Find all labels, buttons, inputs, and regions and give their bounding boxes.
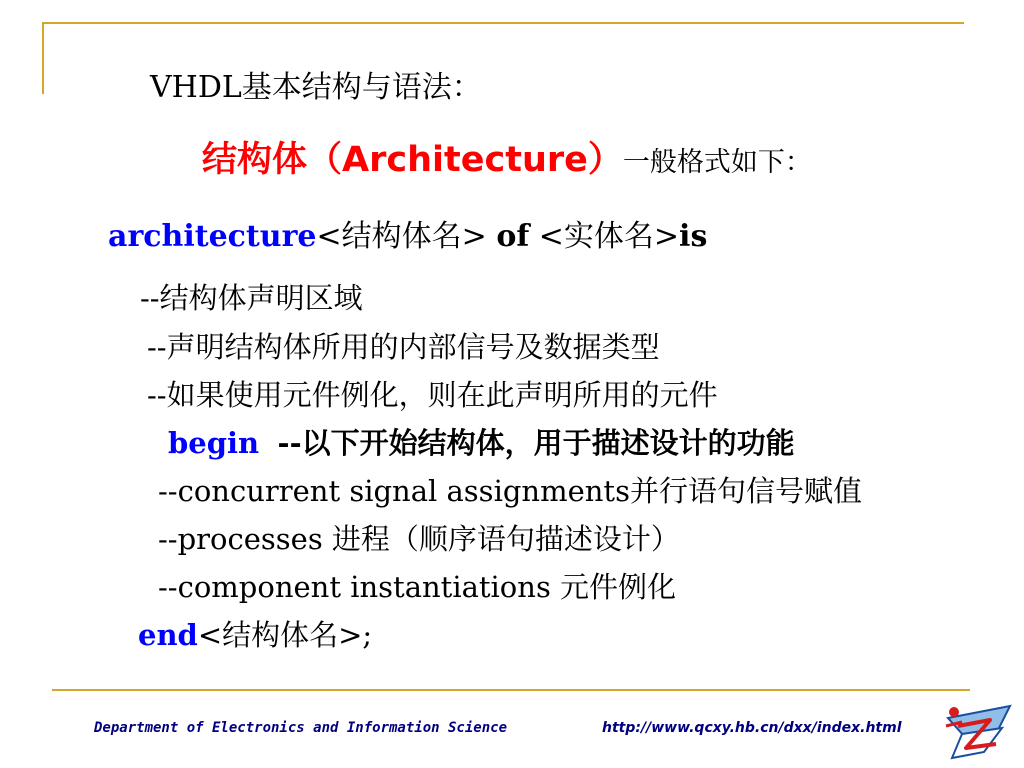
begin-comment: --以下开始结构体，用于描述设计的功能 xyxy=(277,426,795,460)
end-line xyxy=(138,613,372,654)
end-arch-name: <结构体名>; xyxy=(197,618,373,652)
comment-processes: --processes 进程（顺序语句描述设计） xyxy=(158,522,680,556)
frame-top-rule xyxy=(42,22,964,24)
frame-left-rule xyxy=(42,22,44,94)
department-logo-icon xyxy=(940,700,1018,762)
keyword-is: is xyxy=(679,219,708,254)
keyword-architecture: architecture xyxy=(108,219,317,254)
heading-general-format: 一般格式如下： xyxy=(622,147,812,178)
comment-declaration-region: --结构体声明区域 xyxy=(140,281,363,315)
heading-architecture: 结构体（Architecture） xyxy=(202,140,623,180)
footer-url: http://www.qcxy.hb.cn/dxx/index.html xyxy=(602,720,902,736)
footer-department: Department of Electronics and Information Science xyxy=(94,720,508,736)
comment-component-instantiations: --component instantiations 元件例化 xyxy=(158,570,677,604)
keyword-of: of xyxy=(496,219,530,254)
syntax-entity-name: <实体名> xyxy=(529,219,680,254)
slide-heading xyxy=(202,132,812,182)
keyword-end: end xyxy=(138,618,198,652)
architecture-syntax-line xyxy=(108,211,707,255)
syntax-arch-name: <结构体名> xyxy=(316,219,497,254)
begin-line xyxy=(168,421,795,462)
slide-subtitle: VHDL基本结构与语法： xyxy=(150,70,482,105)
footer-rule xyxy=(52,689,970,691)
comment-declare-components: --如果使用元件例化，则在此声明所用的元件 xyxy=(147,378,718,412)
comment-concurrent-signals: --concurrent signal assignments并行语句信号赋值 xyxy=(158,474,862,508)
keyword-begin: begin xyxy=(168,426,260,460)
comment-declare-signals: --声明结构体所用的内部信号及数据类型 xyxy=(147,330,660,364)
